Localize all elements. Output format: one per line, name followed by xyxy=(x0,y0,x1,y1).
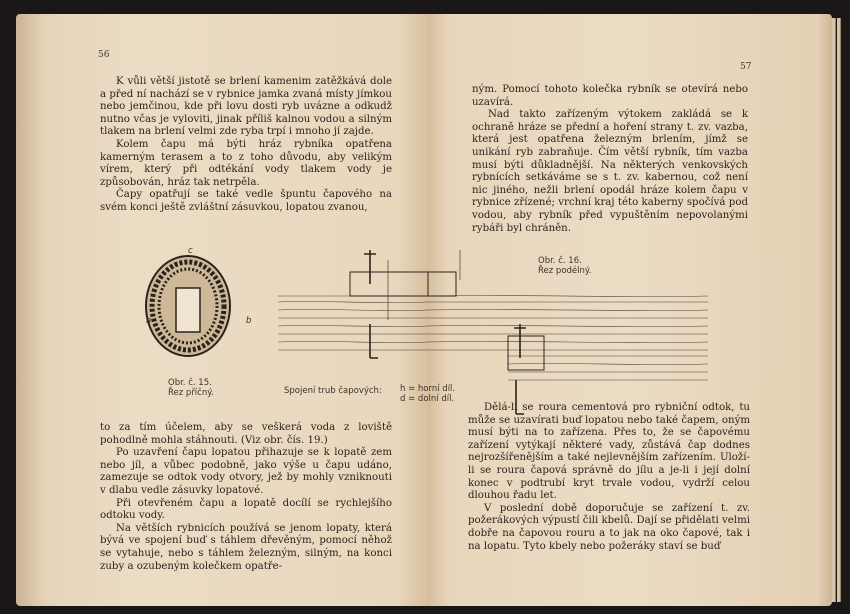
body-text-lower xyxy=(468,402,750,553)
paragraph: Čapy opatřují se také vedle špuntu čapového na svém konci ještě zvláštní zásuvkou, lopatou zvanou, xyxy=(100,189,392,213)
paragraph: Na větších rybnicích používá se jenom lopaty, která bývá ve spojení buď s táhlem dřevěným, pomocí něhož se vytahuje, nebo s táhlem železným, silným, na konci zuby a ozubeným kolečkem opatře- xyxy=(100,522,392,572)
paragraph: Kolem čapu má býti hráz rybníka opatřena kamerným terasem a to z toho důvodu, aby velikým vírem, který při odtékání vody tlakem vody je způsobován, hráz tak netrpěla. xyxy=(100,138,392,188)
body-text xyxy=(100,76,392,215)
legend-h: h = horní díl. xyxy=(400,384,456,394)
paragraph: Dělá-li se roura cementová pro rybniční odtok, tu může se uzavírati buď lopatou nebo také čapem, oným musí býti na to zařízena. Přes to, že se čapovému zařízení vytýkají některé vady, zůstává čap dodnes nejrozšířenějším a také nejlevnějším zařízením. Uloží-li se roura čapová správně do jílu a je-li i její dolní konec v podtrubí kryt trvale vodou, vydrží celou dlouhou řadu let. xyxy=(468,402,750,502)
figure-15-caption: Obr. č. 15. Řez příčný. xyxy=(168,378,214,398)
paragraph: to za tím účelem, aby se veškerá voda z loviště pohodlně mohla stáhnouti. (Viz obr. čís. 19.) xyxy=(100,422,392,446)
joint-caption: Spojení trub čapových: xyxy=(284,386,382,396)
figure-letter-c: c xyxy=(188,246,193,256)
pipe-joint-drawing-left xyxy=(278,240,428,390)
body-text-lower xyxy=(100,422,392,573)
left-page xyxy=(16,14,428,606)
paragraph: Při otevřeném čapu a lopatě docílí se rychlejšího odtoku vody. xyxy=(100,497,392,522)
paragraph: ným. Pomocí tohoto kolečka rybník se otevírá nebo uzavírá. xyxy=(472,84,748,108)
right-page xyxy=(400,14,832,606)
paragraph: K vůli větší jistotě se brlení kamenim zatěžkává dole a před ní nachází se v rybnice jamka zvaná místy jímkou nebo jemčinou, kde při lovu dosti ryb uvázne a odkudž nutno včas je vyloviti, jinak příliš kalnou vodou a silným tlakem na brlení velmi zde ryba trpí i mnoho jí zajde. xyxy=(100,76,392,138)
figure-letter-b: b xyxy=(246,316,252,326)
legend-d: d = dolní díl. xyxy=(400,394,455,404)
body-text xyxy=(472,84,748,235)
paragraph: Po uzavření čapu lopatou přihazuje se k lopatě zem nebo jíl, a vůbec podobně, jako výše u čapu udáno, zamezuje se odtok vody otvory, jež by mohly vzniknouti v dlabu vedle zásuvky lopatové. xyxy=(100,447,392,496)
figure-letter-a: a xyxy=(146,316,152,326)
pipe-joint-drawing-right xyxy=(428,240,708,420)
page-edge xyxy=(832,18,836,602)
page-edge xyxy=(837,18,841,602)
figure-16-caption: Obr. č. 16. Řez podélný. xyxy=(538,256,592,276)
paragraph: V poslední době doporučuje se zařízení t. zv. požerákových výpustí čili kbelů. Dají se přidělati velmi dobře na čapovou rouru a to jak na oko čapové, tak i na lopatu. Tyto kbely nebo požeráky staví se buď xyxy=(468,502,750,552)
paragraph: Nad takto zařízeným výtokem zakládá se k ochraně hráze se přední a hoření strany t. zv. vazba, která jest opatřena železným brlením, jímž se unikání ryb zabraňuje. Čím větší rybník, tím vazba musí býti důkladnější. Na některých venkovských rybnících setkáváme se s t. zv. kabernou, což není nic jiného, nežli brlení opodál hráze kolem čapu v rybnice zřízené; vrchní kraj této kaberny spočívá pod vodou, aby rybník před vypuštěním nepovolanými rybáři byl chráněn. xyxy=(472,109,748,234)
page-number: 57 xyxy=(740,62,752,72)
page-number: 56 xyxy=(98,50,110,60)
figure-15-cross-section xyxy=(140,244,260,374)
